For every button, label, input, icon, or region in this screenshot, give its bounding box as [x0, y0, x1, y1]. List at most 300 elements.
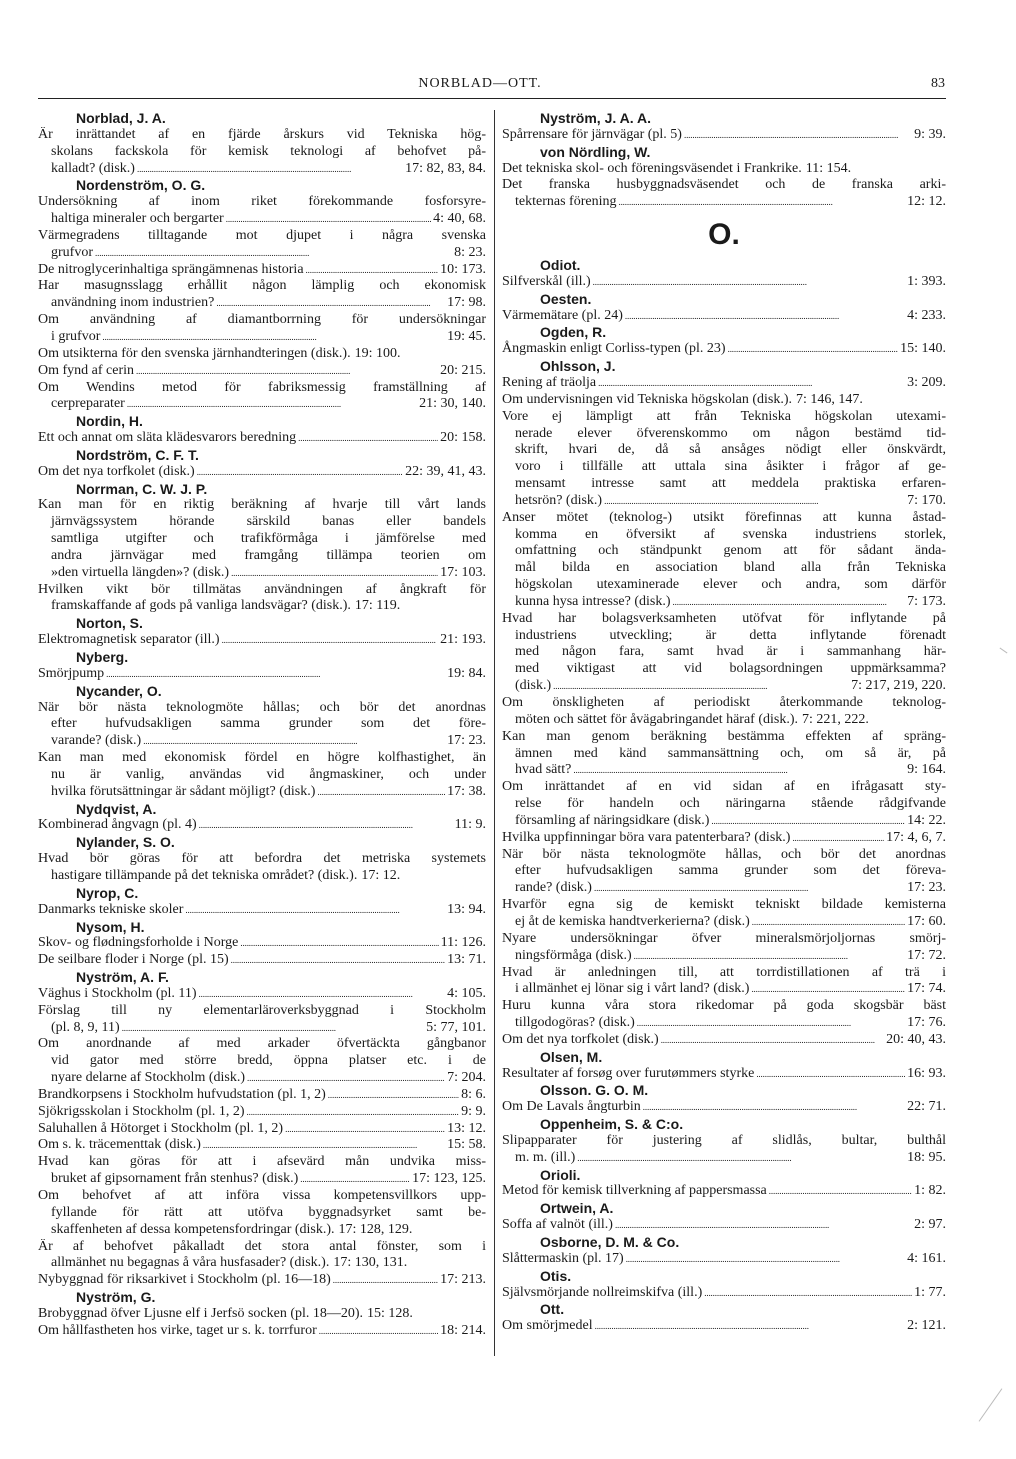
entry-title-line: Kombinerad ångvagn (pl. 4) [38, 817, 197, 833]
author-group [38, 834, 486, 885]
entry-last-line [38, 733, 486, 750]
entry-last-line [38, 868, 486, 885]
entry-title-line: Undersökning af inom riket förekommande fosforsyre- [38, 194, 486, 210]
entry-last-line [502, 493, 946, 510]
volume-page-ref: 22: 39, 41, 43. [405, 463, 486, 479]
volume-page-ref: 7: 204. [447, 1070, 486, 1086]
entry-last-line [38, 464, 486, 481]
entry-title-line: efter hufvudsakligen samma grunder som det föreva- [515, 863, 946, 879]
leader-dots [615, 1217, 912, 1234]
volume-page-ref: 17: 103. [440, 564, 486, 580]
entry-last-line [38, 986, 486, 1003]
entry-title-line: Har masugnsslagg erhållit någon lämplig och ekonomisk [38, 278, 486, 294]
entry-last-line [38, 430, 486, 447]
leader-dots [199, 817, 453, 834]
volume-page-ref: 20: 40, 43. [886, 1031, 946, 1047]
entry-title-line: skaffenheten af dessa kompetensfordringar (disk.). [51, 1221, 335, 1237]
entry-title-line: Brandkorpsens i Stockholm hufvudstation (pl. 1, 2) [38, 1086, 326, 1102]
entry-last-line [38, 598, 486, 615]
entry-title-line: hvad sätt? [515, 762, 572, 778]
volume-page-ref: 4: 161. [907, 1250, 946, 1266]
entry-title-line: ej åt de kemiska handtverkerierna? (disk.) [515, 913, 750, 929]
entry-title-line: Om behofvet af att införa vissa kompetensvillkors upp- [38, 1188, 486, 1203]
entry-title-line: framskaffande af gods på vanliga landsvägar? (disk.). [51, 598, 351, 614]
author-group [502, 1234, 946, 1268]
entry-last-line [502, 914, 946, 931]
entry-title-line: hvilka förutsättningar är sådant möjligt? (disk.) [51, 783, 316, 799]
volume-page-ref: 18: 95. [907, 1149, 946, 1165]
entry-title-line: nerade elever öfverenskommo om någon bestämd tid- [515, 425, 946, 441]
entry-last-line [38, 161, 486, 178]
volume-page-ref: 7: 146, 147. [796, 391, 863, 407]
volume-page-ref: 5: 77, 101. [426, 1019, 486, 1035]
leader-dots [319, 1323, 438, 1340]
entry-last-line [502, 161, 946, 178]
entry-last-line [502, 678, 946, 695]
volume-page-ref: 22: 71. [907, 1099, 946, 1115]
leader-dots [751, 981, 905, 998]
volume-page-ref: 12: 12. [907, 194, 946, 210]
entry-title-line: hastigare tillämpande på det tekniska området? (disk.). [51, 867, 358, 883]
entry-title-line: Väghus i Stockholm (pl. 11) [38, 985, 197, 1001]
entry-title-line: Anser mötet (teknolog-) utsikt förefinnas att kunna åstad- [502, 509, 946, 525]
entry-title-line: Kan man med ekonomisk fördel en högre kolfhastighet, än [38, 750, 486, 766]
column-divider [494, 110, 495, 1356]
leader-dots [197, 464, 403, 481]
volume-page-ref: 9: 164. [907, 762, 946, 778]
entry-title-line: Om undervisningen vid Tekniska högskolan (disk.). [502, 391, 793, 407]
entry-last-line [502, 830, 946, 847]
leader-dots [143, 733, 445, 750]
author-name: Nylander, S. O. [76, 834, 175, 851]
leader-dots [222, 632, 439, 649]
entry-title-line: med viktigast att vid bolagsordningen uppmärksamma? [515, 661, 946, 677]
entry-title-line: andra järnvägar med framgång tillämpa teorien om [51, 547, 486, 563]
volume-page-ref: 7: 170. [907, 492, 946, 508]
entry-title-line: i grufvor [51, 328, 101, 344]
author-group [38, 615, 486, 649]
entry-last-line [38, 1323, 486, 1340]
entry-last-line [38, 817, 486, 834]
volume-page-ref: 4: 105. [447, 985, 486, 1001]
volume-page-ref: 2: 97. [914, 1217, 946, 1233]
entry-last-line [502, 194, 946, 211]
author-name: Nycander, O. [76, 682, 162, 699]
author-group [502, 291, 946, 325]
volume-page-ref: 8: 6. [461, 1086, 486, 1102]
entry-title-line: Är af behofvet påkalladt det stora antal fönster, som i [38, 1238, 486, 1254]
author-name: Olsson. G. O. M. [540, 1082, 649, 1099]
author-group [38, 1289, 486, 1340]
entry-title-line: Danmarks tekniske skoler [38, 901, 184, 917]
leader-dots [673, 594, 906, 611]
author-group [502, 1200, 946, 1234]
author-name: Nysom, H. [76, 918, 145, 935]
entry-last-line [38, 1070, 486, 1087]
entry-title-line: Hvad har bolagsverksamheten utöfvat för inflytande på [502, 610, 946, 626]
entry-title-line: samtliga utgifter och trafikförmåga i jämförelse med [51, 531, 486, 547]
entry-title-line: kunna hysa intresse? (disk.) [515, 593, 671, 609]
leader-dots [306, 262, 439, 279]
entry-title-line: Skov- og flødningsforholde i Norge [38, 935, 239, 951]
entry-last-line [502, 948, 946, 965]
entry-title-line: ningsförmåga (disk.) [515, 947, 632, 963]
author-name: Nyberg. [76, 649, 129, 665]
entry-title-line: voro i tillfälle att uttala sina åsikter i frågor af ge- [515, 459, 946, 475]
leader-dots [769, 1183, 912, 1200]
entry-last-line [38, 1137, 486, 1154]
author-group [502, 257, 946, 291]
entry-title-line: Om utsikterna för den svenska järnhandteringen (disk.). [38, 345, 351, 361]
leader-dots [626, 1251, 905, 1268]
leader-dots [136, 363, 438, 380]
volume-page-ref: 7: 173. [907, 593, 946, 609]
header-rule [38, 98, 946, 99]
entry-last-line [502, 1251, 946, 1268]
author-name: von Nördling, W. [540, 143, 651, 160]
author-name: Nydqvist, A. [76, 800, 157, 817]
volume-page-ref: 1: 82. [914, 1183, 946, 1199]
entry-title-line: nyare delarne af Stockholm (disk.) [51, 1070, 245, 1086]
author-name: Ogden, R. [540, 324, 607, 341]
entry-last-line [502, 1217, 946, 1234]
entry-title-line: hetsrön? (disk.) [515, 492, 603, 508]
author-name: Norton, S. [76, 615, 143, 632]
leader-dots [594, 880, 905, 897]
leader-dots [226, 211, 431, 228]
volume-page-ref: 17: 98. [447, 295, 486, 311]
leader-dots [756, 1066, 905, 1083]
volume-page-ref: 17: 23. [907, 880, 946, 896]
entry-title-line: fyllande för rätt att utöfva byggnadsyrket samt be- [51, 1204, 486, 1220]
volume-page-ref: 10: 173. [440, 261, 486, 277]
entry-last-line [502, 1150, 946, 1167]
volume-page-ref: 17: 23. [447, 733, 486, 749]
entry-last-line [502, 1066, 946, 1083]
entry-title-line: Hvad kan göras för att i afsevärd mån undvika miss- [38, 1154, 486, 1170]
leader-dots [704, 1285, 912, 1302]
leader-dots [711, 813, 905, 830]
volume-page-ref: 13: 71. [447, 952, 486, 968]
entry-last-line [502, 712, 946, 729]
entry-title-line: Hvilka uppfinningar böra vara patenterbara? (disk.) [502, 829, 791, 845]
entry-title-line: i allmänhet ej lönar sig i vårt land? (disk.) [515, 981, 750, 997]
author-name: Odiot. [540, 257, 581, 274]
entry-title-line: skrift, hvari de, då så ansåges nödigt eller önskvärdt, [515, 442, 946, 458]
entry-last-line [38, 346, 486, 363]
volume-page-ref: 17: 82, 83, 84. [405, 160, 486, 176]
entry-title-line: Är inrättandet af en fjärde årskurs vid Tekniska hög- [38, 126, 486, 142]
entry-title-line: församling af näringsidkare (disk.) [515, 812, 710, 828]
volume-page-ref: 17: 60. [907, 913, 946, 929]
entry-title-line: Självsmörjande nollreimskifva (ill.) [502, 1284, 703, 1300]
entry-title-line: Om önskligheten af periodiskt återkommande teknolog- [502, 695, 946, 710]
volume-page-ref: 3: 209. [907, 374, 946, 390]
leader-dots [122, 1020, 424, 1037]
author-name: Ortwein, A. [540, 1200, 614, 1217]
volume-page-ref: 20: 158. [440, 430, 486, 446]
author-name: Osborne, D. M. & Co. [540, 1234, 680, 1250]
author-group [502, 144, 946, 211]
entry-title-line: m. m. (ill.) [515, 1149, 576, 1165]
entry-last-line [502, 341, 946, 358]
author-name: Nyström, G. [76, 1289, 156, 1306]
entry-title-line: Om smörjmedel [502, 1318, 593, 1334]
entry-last-line [38, 211, 486, 228]
entry-title-line: cerpreparater [51, 396, 125, 412]
leader-dots [661, 1032, 884, 1049]
volume-page-ref: 17: 38. [447, 783, 486, 799]
entry-title-line: komma en öfversikt af svenska industriens storlek, [515, 526, 946, 542]
entry-last-line [502, 1318, 946, 1335]
leader-dots [106, 666, 445, 683]
entry-last-line [38, 565, 486, 582]
entry-last-line [502, 1032, 946, 1049]
entry-title-line: Ångmaskin enligt Corliss-typen (pl. 23) [502, 341, 726, 357]
author-name: Norblad, J. A. [76, 110, 166, 126]
leader-dots [792, 830, 884, 847]
leader-dots [604, 493, 905, 510]
entry-title-line: tillgodogöras? (disk.) [515, 1015, 635, 1031]
volume-page-ref: 21: 30, 140. [419, 396, 486, 412]
leader-dots [102, 329, 445, 346]
author-group [38, 110, 486, 177]
entry-last-line [38, 1020, 486, 1037]
author-group [502, 1301, 946, 1335]
entry-title-line: Om hållfastheten hos virke, taget ur s. k. torrfuror [38, 1322, 317, 1338]
entry-title-line: Om användning af diamantborrning för undersökningar [38, 312, 486, 328]
right-top-entries [502, 110, 946, 211]
entry-title-line: Om anordnande af med arkader öfvertäckta gångbanor [38, 1036, 486, 1052]
leader-dots [625, 308, 905, 325]
volume-page-ref: 15: 58. [447, 1137, 486, 1153]
entry-last-line [38, 262, 486, 279]
author-name: Nordström, C. F. T. [76, 446, 199, 463]
entry-last-line [502, 1015, 946, 1032]
entry-title-line: Nyare undersökningar öfver mineralsmörjoljornas smörj- [502, 930, 946, 946]
entry-last-line [38, 245, 486, 262]
leader-dots [634, 948, 905, 965]
leader-dots [328, 1087, 459, 1104]
volume-page-ref: 15: 128. [367, 1305, 413, 1321]
author-group [502, 1167, 946, 1201]
volume-page-ref: 8: 23. [454, 244, 486, 260]
author-group [502, 324, 946, 358]
entry-title-line: Hvad bör göras för att befordra det metriska systemets [38, 851, 486, 867]
entry-last-line [502, 813, 946, 830]
leader-dots [593, 274, 905, 291]
entry-title-line: (pl. 8, 9, 11) [51, 1019, 120, 1035]
entry-title-line: Om det nya torfkolet (disk.) [38, 463, 195, 479]
leader-dots [317, 784, 445, 801]
entry-last-line [38, 902, 486, 919]
entry-title-line: Vore ej lämpligt att från Tekniska högskolan utexami- [502, 408, 946, 424]
author-name: Orioli. [540, 1166, 581, 1183]
page-number: 83 [931, 76, 945, 91]
leader-dots [643, 1099, 905, 1116]
author-group [38, 447, 486, 481]
volume-page-ref: 16: 93. [907, 1065, 946, 1081]
author-group [38, 177, 486, 413]
leader-dots [247, 1070, 445, 1087]
entry-title-line: med någon fara, samt hvad är i sammanhang här- [515, 644, 946, 660]
entry-title-line: Ett och annat om släta klädesvarors beredning [38, 430, 297, 446]
entry-title-line: Kan man genom beräkning bestämma effekten af spräng- [502, 728, 946, 744]
leader-dots [185, 902, 445, 919]
entry-last-line [38, 329, 486, 346]
entry-title-line: Huru kunna våra stora rikedomar på goda skogsbär bäst [502, 998, 946, 1014]
entry-title-line: (disk.) [515, 678, 552, 694]
entry-title-line: Resultater af forsøg over furutømmers styrke [502, 1065, 755, 1081]
entry-last-line [502, 1285, 946, 1302]
entry-title-line: Slåttermaskin (pl. 17) [502, 1250, 624, 1266]
leader-dots [231, 565, 438, 582]
entry-last-line [502, 1099, 946, 1116]
leader-dots [95, 245, 452, 262]
entry-last-line [502, 308, 946, 325]
entry-last-line [502, 762, 946, 779]
entry-title-line: mål bilda en association bland alla från Tekniska [515, 560, 946, 576]
entry-title-line: möten och sättet för åvägabringandet häraf (disk.). [515, 711, 799, 727]
entry-last-line [502, 1183, 946, 1200]
entry-last-line [502, 392, 946, 409]
entry-title-line: mensamt intresse samt att meddela praktiska erfaren- [515, 476, 946, 492]
volume-page-ref: 17: 12. [361, 867, 401, 883]
right-column [502, 110, 946, 1335]
author-group [38, 481, 486, 616]
entry-title-line: Metod för kemisk tillverkning af pappersmassa [502, 1183, 767, 1199]
leader-dots [247, 1104, 460, 1121]
running-header: NORBLAD—OTT. [418, 76, 542, 91]
volume-page-ref: 17: 74. [907, 981, 946, 997]
entry-title-line: ämnen med känd sammansättning och, om så är, på [515, 745, 946, 761]
entry-last-line [38, 363, 486, 380]
leader-dots [127, 396, 417, 413]
author-group [38, 649, 486, 683]
entry-title-line: Hvarför egna sig de kemiskt tekniskt bildade kemisterna [502, 897, 946, 913]
entry-title-line: relse för handeln och näringarna stående rådgifvande [515, 796, 946, 812]
author-group [502, 1049, 946, 1083]
leader-dots [728, 341, 899, 358]
author-group [502, 1082, 946, 1116]
entry-title-line: Det franska husbyggnadsväsendet och de franska arki- [502, 177, 946, 193]
volume-page-ref: 1: 77. [914, 1284, 946, 1300]
entry-last-line [502, 594, 946, 611]
entry-title-line: högskolan utexaminerade elever och andra, som därför [515, 577, 946, 593]
entry-last-line [38, 1171, 486, 1188]
leader-dots [216, 295, 445, 312]
leader-dots [553, 678, 849, 695]
volume-page-ref: 17: 128, 129. [338, 1221, 413, 1237]
entry-last-line [38, 295, 486, 312]
volume-page-ref: 19: 45. [447, 328, 486, 344]
author-name: Olsen, M. [540, 1048, 603, 1065]
entry-title-line: Nybyggnad för riksarkivet i Stockholm (pl. 16—18) [38, 1272, 331, 1288]
volume-page-ref: 9: 39. [914, 126, 946, 142]
entry-title-line: järnvägssystem hörande särskild banas eller bandels [51, 514, 486, 530]
entry-title-line: grufvor [51, 244, 93, 260]
leader-dots [598, 375, 905, 392]
entry-last-line [502, 981, 946, 998]
entry-title-line: Rening af träolja [502, 374, 597, 390]
entry-last-line [502, 375, 946, 392]
author-name: Oppenheim, S. & C:o. [540, 1116, 684, 1133]
entry-title-line: Det tekniska skol- och föreningsväsendet i Frankrike. [502, 160, 802, 176]
volume-page-ref: 17: 119. [354, 598, 401, 614]
volume-page-ref: 17: 76. [907, 1015, 946, 1031]
entry-title-line: De nitroglycerinhaltiga sprängämnenas historia [38, 261, 304, 277]
entry-title-line: industriens utveckling; är detta inflytande förenadt [515, 627, 946, 643]
entry-title-line: Värmegradens tilltagande mot djupet i några svenska [38, 227, 486, 243]
entry-title-line: Förslag till ny elementarläroverksbyggnad i Stockholm [38, 1002, 486, 1018]
leader-dots [595, 1318, 906, 1335]
volume-page-ref: 17: 4, 6, 7. [886, 829, 946, 845]
entry-last-line [38, 1104, 486, 1121]
section-letter-o: O. [708, 218, 740, 252]
entry-title-line: Om s. k. träcementtak (disk.) [38, 1137, 201, 1153]
volume-page-ref: 17: 130, 131. [333, 1255, 408, 1271]
author-name: Nyström, A. F. [76, 969, 169, 986]
entry-title-line: »den virtuella längden»? (disk.) [51, 564, 230, 580]
entry-title-line: De seilbare floder i Norge (pl. 15) [38, 952, 229, 968]
entry-title-line: Smörjpump [38, 665, 105, 681]
entry-title-line: Soffa af valnöt (ill.) [502, 1217, 613, 1233]
author-name: Nordin, H. [76, 413, 143, 430]
entry-title-line: skolans fackskola för kemisk teknologi af behofvet på- [51, 143, 486, 159]
entry-title-line: allmänhet nu begagnas å våra husfasader? (disk.). [51, 1255, 330, 1271]
volume-page-ref: 2: 121. [907, 1318, 946, 1334]
entry-title-line: vid gator med större bredd, öppna platser etc. i de [51, 1053, 486, 1069]
entry-title-line: nu är vanlig, användas vid ångmaskiner, och under [51, 766, 486, 782]
entry-title-line: Slipapparater för justering af slidlås, bultar, bulthål [502, 1132, 946, 1148]
entry-title-line: Saluhallen å Hötorget i Stockholm (pl. 1, 2) [38, 1120, 284, 1136]
author-name: Nyrop, C. [76, 884, 139, 901]
author-group [502, 1116, 946, 1167]
entry-last-line [38, 396, 486, 413]
volume-page-ref: 9: 9. [461, 1103, 486, 1119]
leader-dots [240, 935, 438, 952]
volume-page-ref: 17: 72. [907, 947, 946, 963]
entry-title-line: Spårrensare för järnvägar (pl. 5) [502, 126, 682, 142]
entry-last-line [38, 1255, 486, 1272]
author-name: Otis. [540, 1267, 572, 1284]
volume-page-ref: 20: 215. [440, 362, 486, 378]
author-name: Norrman, C. W. J. P. [76, 480, 208, 497]
leader-dots [285, 1121, 445, 1138]
entry-last-line [38, 935, 486, 952]
entry-last-line [38, 1306, 486, 1323]
volume-page-ref: 19: 84. [447, 665, 486, 681]
volume-page-ref: 7: 221, 222. [802, 711, 869, 727]
volume-page-ref: 11: 126. [440, 935, 486, 951]
entry-title-line: Om fynd af cerin [38, 362, 135, 378]
entry-title-line: Sjökrigsskolan i Stockholm (pl. 1, 2) [38, 1103, 245, 1119]
volume-page-ref: 13: 94. [447, 901, 486, 917]
volume-page-ref: 19: 100. [354, 345, 401, 361]
entry-title-line: Brobyggnad öfver Ljusne elf i Jerfsö socken (pl. 18—20). [38, 1305, 364, 1321]
entry-title-line: bruket af gipsornament från stenhus? (disk.) [51, 1171, 299, 1187]
right-bottom-entries [502, 257, 946, 1335]
entry-title-line: kalladt? (disk.) [51, 160, 135, 176]
leader-dots [618, 194, 905, 211]
volume-page-ref: 13: 12. [447, 1120, 486, 1136]
volume-page-ref: 17: 123, 125. [412, 1171, 486, 1187]
author-group [38, 885, 486, 919]
entry-title-line: omfattning och ständpunkt genom att för sådant ända- [515, 543, 946, 559]
author-name: Ohlsson, J. [540, 358, 616, 375]
entry-title-line: Om inrättandet af en vid sidan af en ifrågasatt sty- [502, 779, 946, 795]
author-name: Nordenström, O. G. [76, 177, 206, 194]
